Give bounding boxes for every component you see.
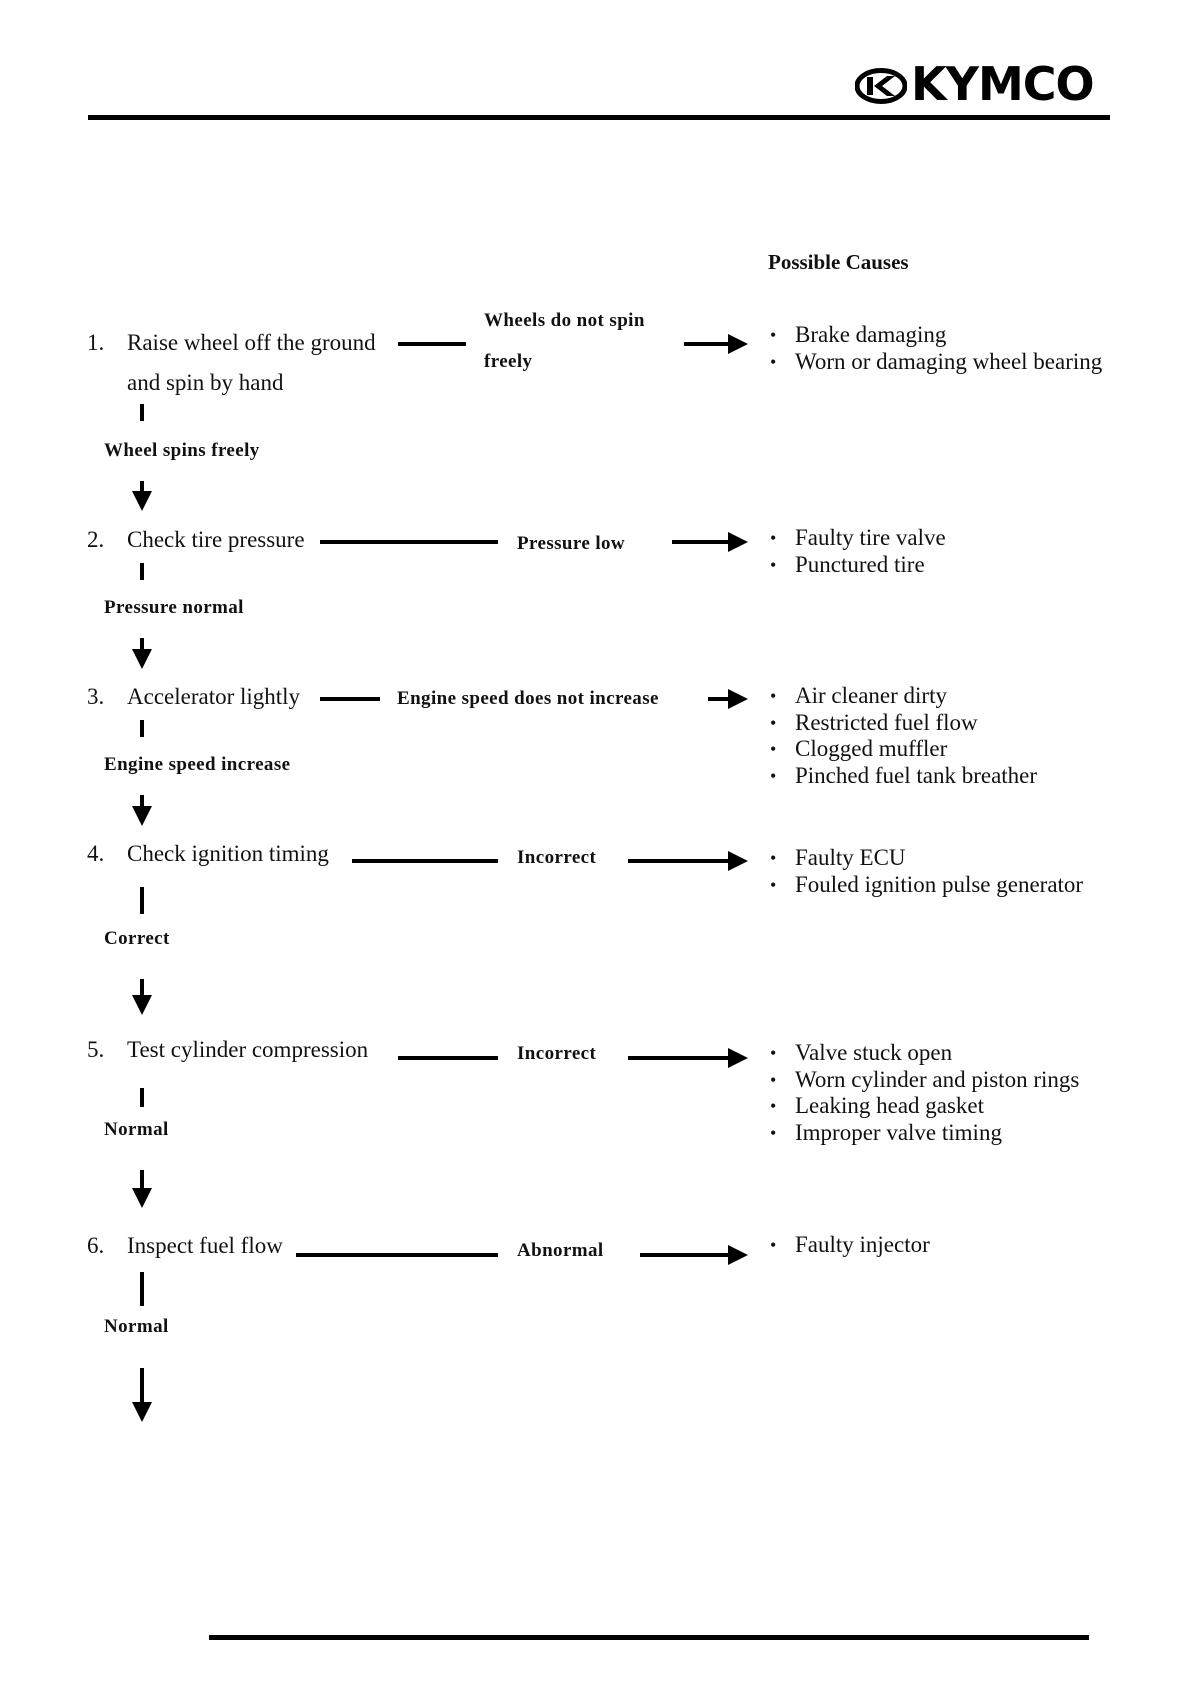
step-5-branch-label: Incorrect xyxy=(517,1043,597,1064)
step-1-causes xyxy=(770,322,1102,375)
cause-item: • Faulty tire valve xyxy=(770,525,946,552)
cause-item: • Faulty ECU xyxy=(770,845,1083,872)
step-5-pass-condition: Normal xyxy=(104,1119,169,1140)
step-1-branch-label-cont: freely xyxy=(484,351,533,372)
cause-item: • Clogged muffler xyxy=(770,736,1037,763)
step-3-causes xyxy=(770,683,1037,789)
step-2-causes xyxy=(770,525,946,578)
step-4-branch-label: Incorrect xyxy=(517,847,597,868)
step-4-causes xyxy=(770,845,1083,898)
step-4-pass-condition: Correct xyxy=(104,928,170,949)
cause-item: • Brake damaging xyxy=(770,322,1102,349)
cause-item: • Restricted fuel flow xyxy=(770,710,1037,737)
step-1-branch-label: Wheels do not spin xyxy=(484,310,645,331)
step-4-number: 4. xyxy=(87,841,105,866)
step-4-text: Check ignition timing xyxy=(127,841,329,866)
step-1-text-cont: and spin by hand xyxy=(127,370,284,395)
step-3-branch-label: Engine speed does not increase xyxy=(397,688,659,709)
step-5-causes xyxy=(770,1040,1079,1146)
step-6-branch-label: Abnormal xyxy=(517,1240,604,1261)
step-3-pass-condition: Engine speed increase xyxy=(104,754,291,775)
cause-item: • Valve stuck open xyxy=(770,1040,1079,1067)
cause-item: • Worn cylinder and piston rings xyxy=(770,1067,1079,1094)
cause-item: • Leaking head gasket xyxy=(770,1093,1079,1120)
cause-item: • Pinched fuel tank breather xyxy=(770,763,1037,790)
step-1-pass-condition: Wheel spins freely xyxy=(104,440,260,461)
step-6-number: 6. xyxy=(87,1233,105,1258)
kymco-brand-text: KYMCO xyxy=(911,57,1094,111)
step-6-causes xyxy=(770,1232,930,1259)
cause-item: • Worn or damaging wheel bearing xyxy=(770,349,1102,376)
step-6-pass-condition: Normal xyxy=(104,1316,169,1337)
step-3-number: 3. xyxy=(87,684,105,709)
step-2-branch-label: Pressure low xyxy=(517,533,626,554)
possible-causes-heading: Possible Causes xyxy=(768,250,909,274)
step-5-number: 5. xyxy=(87,1037,105,1062)
step-2-pass-condition: Pressure normal xyxy=(104,597,244,618)
step-1-text: Raise wheel off the ground xyxy=(127,330,376,355)
step-6-text: Inspect fuel flow xyxy=(127,1233,283,1258)
cause-item: • Fouled ignition pulse generator xyxy=(770,872,1083,899)
step-1-number: 1. xyxy=(87,330,105,355)
step-3-text: Accelerator lightly xyxy=(127,684,301,709)
cause-item: • Air cleaner dirty xyxy=(770,683,1037,710)
footer-rule xyxy=(209,1635,1089,1640)
step-5-text: Test cylinder compression xyxy=(127,1037,369,1062)
cause-item: • Faulty injector xyxy=(770,1232,930,1259)
cause-item: • Punctured tire xyxy=(770,552,946,579)
step-2-text: Check tire pressure xyxy=(127,527,305,552)
step-2-number: 2. xyxy=(87,527,105,552)
cause-item: • Improper valve timing xyxy=(770,1120,1079,1147)
